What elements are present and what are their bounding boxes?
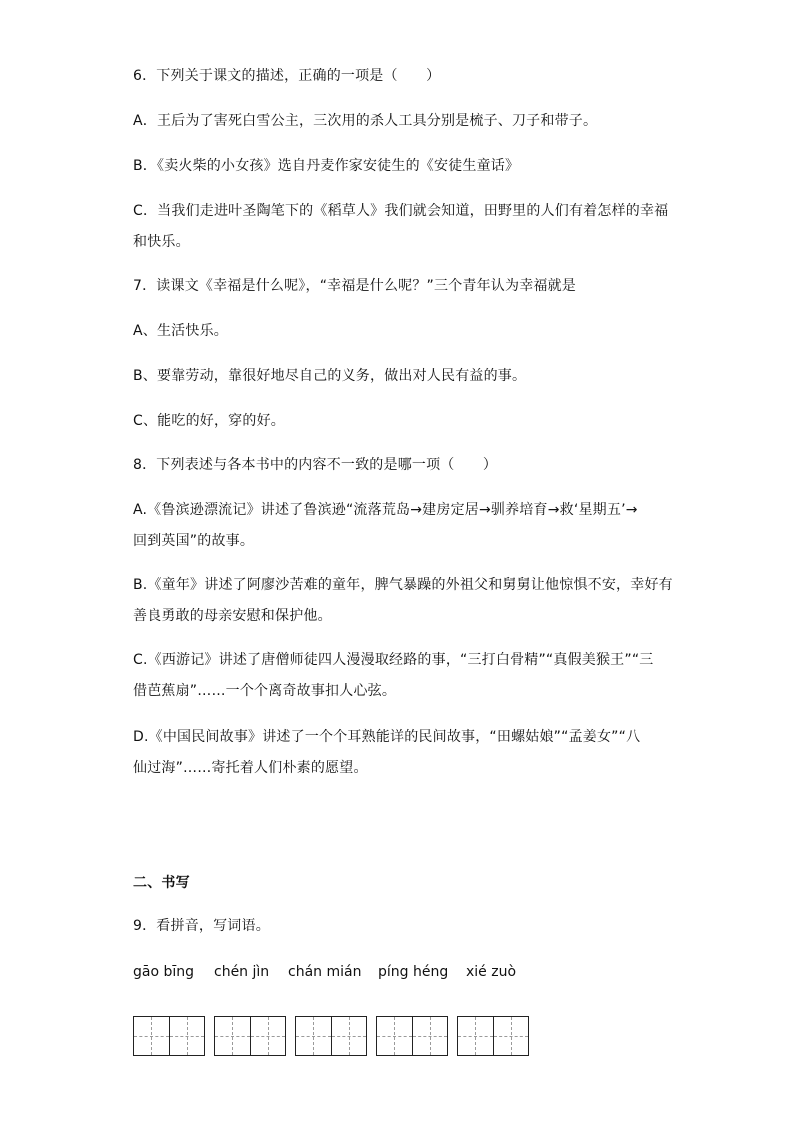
answer-box-1[interactable] <box>133 1016 205 1056</box>
question-8-option-b-line1: B.《童年》讲述了阿廖沙苦难的童年，脾气暴躁的外祖父和舅舅让他惊惧不安，幸好有 <box>133 577 673 593</box>
answer-box-2[interactable] <box>214 1016 286 1056</box>
question-8-option-c-line1: C.《西游记》讲述了唐僧师徒四人漫漫取经路的事，“三打白骨精”“真假美猴王”“三 <box>133 652 654 668</box>
pinyin-3: chán mián <box>288 964 362 980</box>
answer-box-4[interactable] <box>376 1016 448 1056</box>
question-6-option-b: B．《卖火柴的小女孩》选自丹麦作家安徒生的《安徒生童话》 <box>133 158 520 174</box>
question-6-option-c-line1: C．当我们走进叶圣陶笔下的《稻草人》我们就会知道，田野里的人们有着怎样的幸福 <box>133 203 669 219</box>
char-cell[interactable] <box>250 1017 286 1055</box>
char-cell[interactable] <box>169 1017 205 1055</box>
char-cell[interactable] <box>331 1017 367 1055</box>
question-6-stem: 6．下列关于课文的描述，正确的一项是（ ） <box>133 68 441 84</box>
question-6-option-a: A．王后为了害死白雪公主，三次用的杀人工具分别是梳子、刀子和带子。 <box>133 113 598 129</box>
question-8-option-d-line2: 仙过海”……寄托着人们朴素的愿望。 <box>133 760 368 776</box>
question-7-option-b: B、要靠劳动，靠很好地尽自己的义务，做出对人民有益的事。 <box>133 368 527 384</box>
question-8-option-d-line1: D.《中国民间故事》讲述了一个个耳熟能详的民间故事，“田螺姑娘”“孟姜女”“八 <box>133 729 641 745</box>
question-8-option-b-line2: 善良勇敢的母亲安慰和保护他。 <box>133 608 332 624</box>
pinyin-5: xié zuò <box>466 964 517 980</box>
question-7-stem: 7．读课文《幸福是什么呢》，“幸福是什么呢？”三个青年认为幸福就是 <box>133 278 577 294</box>
char-cell[interactable] <box>215 1017 250 1055</box>
char-cell[interactable] <box>134 1017 169 1055</box>
char-cell[interactable] <box>377 1017 412 1055</box>
pinyin-4: píng héng <box>378 964 449 980</box>
pinyin-1: gāo bīng <box>133 964 195 980</box>
question-8-option-a-line2: 回到英国”的故事。 <box>133 533 255 549</box>
char-cell[interactable] <box>412 1017 448 1055</box>
section-2-title: 二、书写 <box>133 875 190 891</box>
question-6-option-c-line2: 和快乐。 <box>133 234 190 250</box>
question-8-option-a-line1: A.《鲁滨逊漂流记》讲述了鲁滨逊“流落荒岛→建房定居→驯养培育→救‘星期五’→ <box>133 502 638 518</box>
char-cell[interactable] <box>296 1017 331 1055</box>
question-7-option-a: A、生活快乐。 <box>133 323 228 339</box>
pinyin-2: chén jìn <box>214 964 270 980</box>
answer-box-3[interactable] <box>295 1016 367 1056</box>
char-cell[interactable] <box>458 1017 493 1055</box>
question-8-option-c-line2: 借芭蕉扇”……一个个离奇故事扣人心弦。 <box>133 683 397 699</box>
question-9-stem: 9．看拼音，写词语。 <box>133 918 270 934</box>
answer-box-5[interactable] <box>457 1016 529 1056</box>
question-8-stem: 8．下列表述与各本书中的内容不一致的是哪一项（ ） <box>133 457 498 473</box>
question-7-option-c: C、能吃的好，穿的好。 <box>133 413 285 429</box>
char-cell[interactable] <box>493 1017 529 1055</box>
